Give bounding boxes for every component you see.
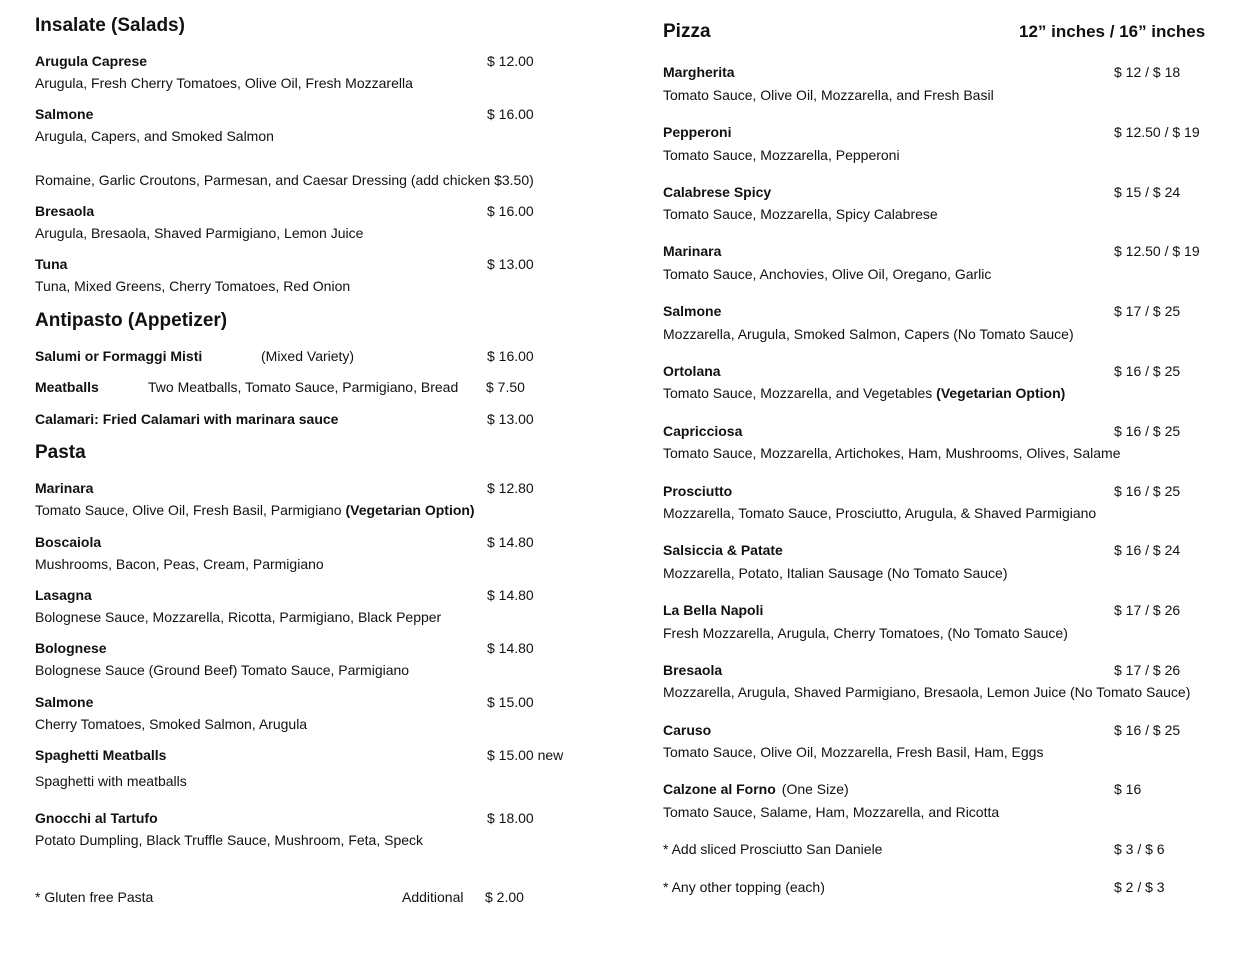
pizza-extra-label: * Add sliced Prosciutto San Daniele	[663, 841, 883, 857]
antipasto-price: $ 7.50	[486, 379, 525, 395]
antipasto-note: Two Meatballs, Tomato Sauce, Parmigiano, Bread	[148, 379, 459, 395]
salad-price: $ 16.00	[487, 203, 534, 219]
pizza-name: Margherita	[663, 64, 735, 80]
pasta-price: $ 14.80	[487, 587, 534, 603]
salad-name: Bresaola	[35, 203, 95, 219]
pasta-desc	[35, 502, 475, 518]
pizza-price: $ 16 / $ 25	[1114, 483, 1181, 499]
pizza-extra-price: $ 3 / $ 6	[1114, 841, 1165, 857]
antipasto-price: $ 16.00	[487, 348, 534, 364]
pizza-desc: Tomato Sauce, Olive Oil, Mozzarella, Fresh Basil, Ham, Eggs	[663, 744, 1044, 760]
pasta-price: $ 14.80	[487, 534, 534, 550]
pizza-name	[663, 781, 849, 797]
pizza-price: $ 17 / $ 25	[1114, 303, 1181, 319]
pasta-price: $ 15.00 new	[487, 747, 564, 763]
antipasto-price: $ 13.00	[487, 411, 534, 427]
pasta-name: Spaghetti Meatballs	[35, 747, 167, 763]
pizza-desc: Mozzarella, Potato, Italian Sausage (No Tomato Sauce)	[663, 565, 1008, 581]
antipasto-heading: Antipasto (Appetizer)	[35, 310, 228, 331]
pizza-desc	[663, 385, 1065, 401]
pizza-name: Marinara	[663, 243, 722, 259]
pizza-sizes: 12” inches / 16” inches	[1019, 22, 1206, 41]
pasta-desc: Bolognese Sauce, Mozzarella, Ricotta, Parmigiano, Black Pepper	[35, 609, 442, 625]
salad-desc: Tuna, Mixed Greens, Cherry Tomatoes, Red Onion	[35, 278, 351, 294]
pizza-desc-text: Tomato Sauce, Mozzarella, and Vegetables	[663, 385, 937, 401]
pizza-name: Salmone	[663, 303, 722, 319]
pizza-name: Caruso	[663, 722, 712, 738]
pasta-price: $ 18.00	[487, 810, 534, 826]
pizza-price: $ 12.50 / $ 19	[1114, 124, 1200, 140]
pasta-desc: Mushrooms, Bacon, Peas, Cream, Parmigiano	[35, 556, 324, 572]
pasta-name: Salmone	[35, 694, 94, 710]
pizza-desc: Mozzarella, Arugula, Shaved Parmigiano, Bresaola, Lemon Juice (No Tomato Sauce)	[663, 684, 1191, 700]
pasta-desc: Potato Dumpling, Black Truffle Sauce, Mushroom, Feta, Speck	[35, 832, 424, 848]
salad-price: $ 12.00	[487, 53, 534, 69]
pizza-heading: Pizza	[663, 21, 711, 42]
pasta-name: Boscaiola	[35, 534, 102, 550]
vegetarian-option: (Vegetarian Option)	[345, 502, 475, 518]
pizza-name: Ortolana	[663, 363, 721, 379]
pizza-name: Pepperoni	[663, 124, 732, 140]
pasta-desc: Bolognese Sauce (Ground Beef) Tomato Sauce, Parmigiano	[35, 662, 410, 678]
pizza-name: Salsiccia & Patate	[663, 542, 783, 558]
pasta-price: $ 14.80	[487, 640, 534, 656]
vegetarian-option: (Vegetarian Option)	[936, 385, 1066, 401]
salad-desc: Arugula, Capers, and Smoked Salmon	[35, 128, 274, 144]
pasta-name: Lasagna	[35, 587, 92, 603]
pasta-name: Bolognese	[35, 640, 107, 656]
gluten-free-note: Additional	[402, 889, 464, 905]
salads-heading: Insalate (Salads)	[35, 15, 185, 36]
pasta-heading: Pasta	[35, 442, 86, 463]
pizza-price: $ 16 / $ 24	[1114, 542, 1181, 558]
calzone-note: (One Size)	[781, 781, 849, 797]
calzone-name: Calzone al Forno	[663, 781, 776, 797]
antipasto-name: Calamari: Fried Calamari with marinara sauce	[35, 411, 339, 427]
pasta-name: Marinara	[35, 480, 94, 496]
pasta-price: $ 12.80	[487, 480, 534, 496]
pizza-price: $ 12 / $ 18	[1114, 64, 1181, 80]
salad-name: Salmone	[35, 106, 94, 122]
pizza-desc: Fresh Mozzarella, Arugula, Cherry Tomatoes, (No Tomato Sauce)	[663, 625, 1068, 641]
pasta-desc: Cherry Tomatoes, Smoked Salmon, Arugula	[35, 716, 308, 732]
pizza-desc: Tomato Sauce, Olive Oil, Mozzarella, and Fresh Basil	[663, 87, 994, 103]
pizza-extra-price: $ 2 / $ 3	[1114, 879, 1165, 895]
antipasto-name: Salumi or Formaggi Misti	[35, 348, 203, 364]
salad-price: $ 13.00	[487, 256, 534, 272]
pizza-price: $ 16 / $ 25	[1114, 423, 1181, 439]
pizza-desc: Tomato Sauce, Mozzarella, Spicy Calabrese	[663, 206, 938, 222]
pizza-name: Calabrese Spicy	[663, 184, 772, 200]
pizza-desc: Tomato Sauce, Mozzarella, Artichokes, Ham, Mushrooms, Olives, Salame	[663, 445, 1121, 461]
pizza-name: La Bella Napoli	[663, 602, 764, 618]
pizza-price: $ 12.50 / $ 19	[1114, 243, 1200, 259]
pasta-desc-text: Tomato Sauce, Olive Oil, Fresh Basil, Parmigiano	[35, 502, 346, 518]
pasta-name: Gnocchi al Tartufo	[35, 810, 158, 826]
salad-price: $ 16.00	[487, 106, 534, 122]
pizza-name: Capricciosa	[663, 423, 743, 439]
salad-desc: Romaine, Garlic Croutons, Parmesan, and Caesar Dressing (add chicken $3.50)	[35, 172, 534, 188]
pizza-price: $ 17 / $ 26	[1114, 662, 1181, 678]
pizza-price: $ 16	[1114, 781, 1142, 797]
pizza-desc: Tomato Sauce, Salame, Ham, Mozzarella, and Ricotta	[663, 804, 1000, 820]
salad-name: Tuna	[35, 256, 68, 272]
pizza-name: Bresaola	[663, 662, 723, 678]
pizza-price: $ 16 / $ 25	[1114, 363, 1181, 379]
gluten-free-label: * Gluten free Pasta	[35, 889, 154, 905]
pasta-desc: Spaghetti with meatballs	[35, 773, 187, 789]
antipasto-note: (Mixed Variety)	[261, 348, 355, 364]
salad-desc: Arugula, Bresaola, Shaved Parmigiano, Lemon Juice	[35, 225, 364, 241]
antipasto-name: Meatballs	[35, 379, 99, 395]
gluten-free-price: $ 2.00	[485, 889, 524, 905]
pizza-price: $ 17 / $ 26	[1114, 602, 1181, 618]
salad-desc: Arugula, Fresh Cherry Tomatoes, Olive Oil, Fresh Mozzarella	[35, 75, 413, 91]
pizza-desc: Tomato Sauce, Mozzarella, Pepperoni	[663, 147, 900, 163]
pizza-desc: Tomato Sauce, Anchovies, Olive Oil, Oregano, Garlic	[663, 266, 992, 282]
pizza-desc: Mozzarella, Tomato Sauce, Prosciutto, Arugula, & Shaved Parmigiano	[663, 505, 1097, 521]
pizza-price: $ 15 / $ 24	[1114, 184, 1181, 200]
pizza-name: Prosciutto	[663, 483, 733, 499]
salad-name: Arugula Caprese	[35, 53, 148, 69]
pizza-desc: Mozzarella, Arugula, Smoked Salmon, Capers (No Tomato Sauce)	[663, 326, 1074, 342]
pizza-extra-label: * Any other topping (each)	[663, 879, 825, 895]
pizza-price: $ 16 / $ 25	[1114, 722, 1181, 738]
pasta-price: $ 15.00	[487, 694, 534, 710]
